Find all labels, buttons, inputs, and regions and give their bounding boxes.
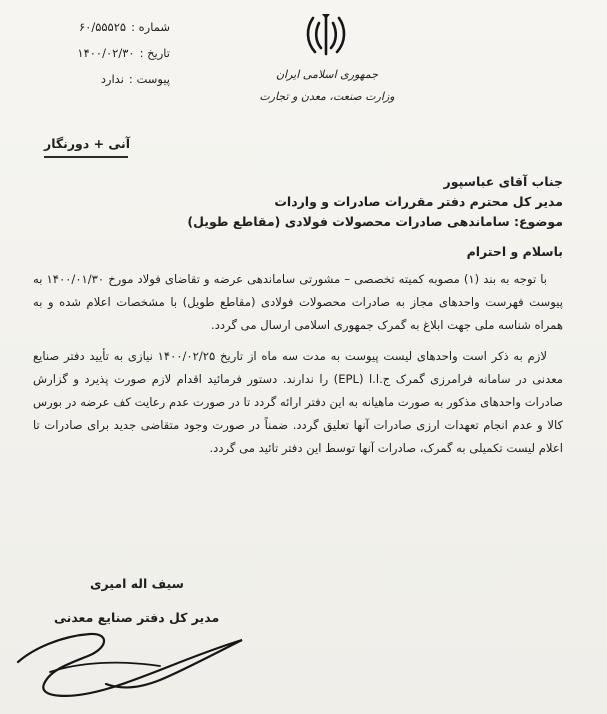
signatory-title: مدیر کل دفتر صنایع معدنی: [54, 610, 220, 625]
letter-date: تاریخ :۱۴۰۰/۰۲/۳۰: [77, 46, 170, 60]
recipient-block: [43, 172, 563, 232]
letter-number: شماره :۶۰/۵۵۵۲۵: [78, 20, 170, 34]
urgency-underline: [44, 156, 128, 158]
letter-body: [33, 268, 563, 460]
greeting: باسلام و احترام: [466, 244, 563, 259]
signatory-name: سیف اله امیری: [90, 576, 184, 591]
iran-emblem-icon: [302, 10, 350, 60]
handwritten-signature: [10, 600, 250, 710]
letter-attachment: پیوست :ندارد: [100, 72, 170, 86]
urgency-note: آنی + دورنگار: [44, 136, 131, 151]
letter-meta: [40, 14, 170, 92]
body-paragraph: لازم به ذکر است واحدهای لیست پیوست به مدت سه ماه از تاریخ ۱۴۰۰/۰۲/۲۵ نیازی به تأیید دفتر صنایع معدنی در سامانه فرامرزی گمرک ج.ا.ا (EPL) را ندارند. دستور فرمائید اقدام لازم صورت پذیرد و گزارش صادرات واحدهای مذکور به صورت ماهیانه به این دفتر ارائه گردد تا در صورت عدم رعایت کف عرضه در بورس کالا و عدم انجام تعهدات ارزی صادرات آنها تعلیق گردد. ضمناً در صورت وجود متقاضی جدید برای صادرات تا اعلام لیست تکمیلی به گمرک، صادرات آنها توسط این دفتر تائید می گردد.: [33, 349, 564, 455]
recipient-name: جناب آقای عباسپور: [443, 174, 563, 189]
ministry-letterhead: جمهوری اسلامی ایران وزارت صنعت، معدن و تجارت: [259, 68, 395, 103]
recipient-title: مدیر کل محترم دفتر مقررات صادرات و واردات: [274, 194, 563, 209]
body-paragraph: با توجه به بند (۱) مصوبه کمیته تخصصی – مشورتی ساماندهی عرضه و تقاضای فولاد مورخ ۱۴۰۰/۰۱/۳۰ به پیوست فهرست واحدهای مجاز به صادرات محصولات فولادی (مقاطع طویل) با مشخصات اعلام شده و به همراه شناسه ملی جهت ابلاغ به گمرک جمهوری اسلامی ارسال می گردد.: [33, 272, 563, 332]
letter-subject: موضوع: ساماندهی صادرات محصولات فولادی (مقاطع طویل): [187, 214, 563, 229]
